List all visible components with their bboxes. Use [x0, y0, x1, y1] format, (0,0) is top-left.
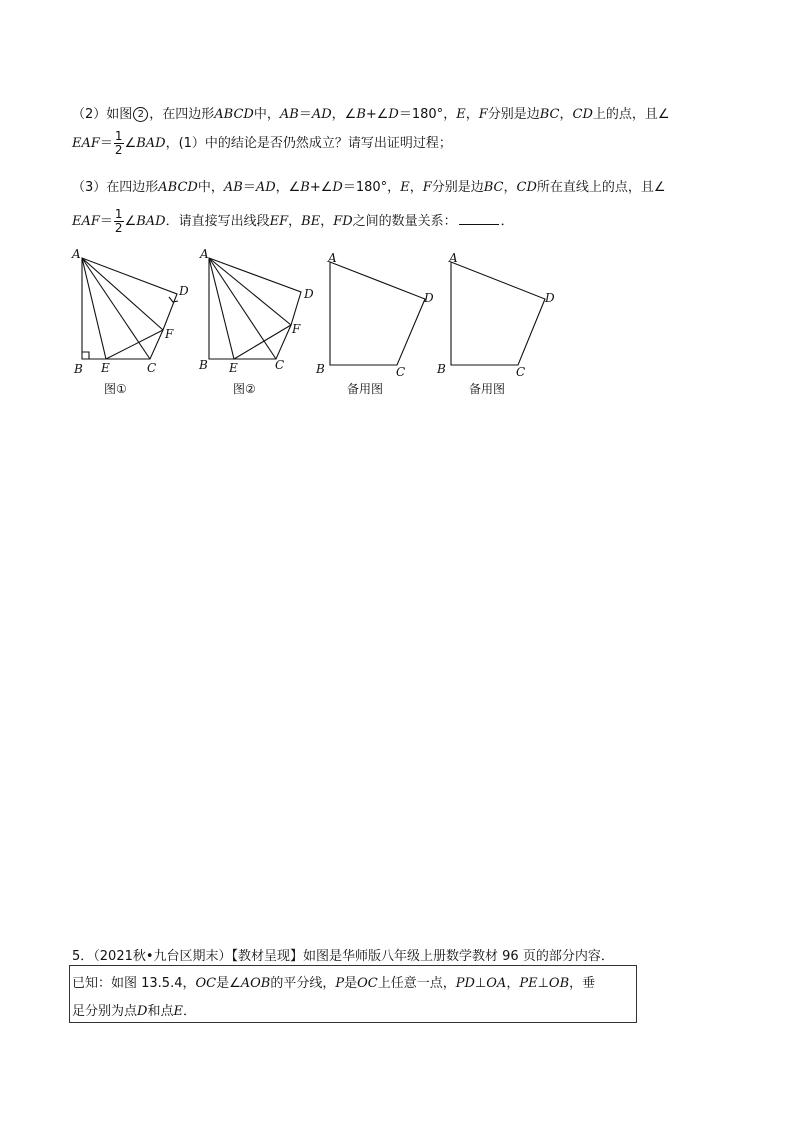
var-b: B [300, 180, 310, 195]
label-d: D [179, 284, 189, 298]
label-e: E [229, 361, 238, 375]
part2-line1 [72, 103, 670, 122]
caption-fig-2: 图② [233, 382, 256, 396]
label-f: F [165, 327, 174, 341]
text: ＝ [99, 136, 113, 151]
text: 之间的数量关系： [352, 214, 457, 229]
var-eaf: EAF [72, 214, 100, 229]
text: ∠ [124, 136, 137, 151]
text: ＝ [99, 214, 113, 229]
text: 是 [344, 976, 358, 991]
var-ad: AD [255, 180, 276, 195]
text: 中， [197, 180, 224, 195]
label-a: A [72, 247, 81, 261]
part2-line2 [72, 130, 452, 157]
text: ，∠ [331, 107, 357, 122]
var-fd: FD [333, 214, 353, 229]
figure-2 [209, 258, 301, 359]
label-f: F [292, 322, 301, 336]
text: ⊥ [537, 976, 549, 991]
label-b: B [437, 362, 446, 376]
var-oa: OA [486, 976, 507, 991]
text: ， [387, 180, 401, 195]
label-c: C [147, 361, 157, 375]
label-d: D [545, 291, 555, 305]
label-c: C [275, 358, 285, 372]
geometry-figures [0, 245, 794, 405]
var-oc: OC [357, 976, 378, 991]
text: ＝ [242, 180, 256, 195]
frac-den: 2 [114, 221, 123, 235]
text: ， [443, 107, 457, 122]
var-e: E [400, 180, 410, 195]
var-pe: PE [519, 976, 538, 991]
var-ab: AB [279, 107, 299, 122]
text: ． [182, 1004, 196, 1019]
fraction-half [114, 130, 124, 157]
label-b: B [316, 362, 325, 376]
var-bad: BAD [136, 214, 166, 229]
label-a: A [328, 251, 337, 265]
text: +∠ [365, 107, 389, 122]
var-eaf: EAF [72, 136, 100, 151]
text: 的平分线， [270, 976, 336, 991]
text: ，垂 [569, 976, 596, 991]
var-abcd: ABCD [158, 180, 198, 195]
part3-line2 [72, 208, 514, 235]
var-abcd: ABCD [214, 107, 254, 122]
q5-box-line1 [72, 972, 595, 991]
text: ， [506, 976, 520, 991]
text: ＝180° [398, 107, 444, 122]
var-e: E [456, 107, 466, 122]
q5-box-line2 [72, 1000, 196, 1019]
text: 中， [253, 107, 280, 122]
answer-blank[interactable] [459, 223, 499, 225]
var-ad: AD [311, 107, 332, 122]
text: +∠ [309, 180, 333, 195]
text: ，∠ [275, 180, 301, 195]
label-b: B [199, 358, 208, 372]
part3-line1 [72, 176, 666, 195]
text: 分别是边 [431, 180, 484, 195]
text: ． [500, 214, 514, 229]
var-aob: AOB [240, 976, 271, 991]
text: ，(1）中的结论是否仍然成立？请写出证明过程； [165, 136, 452, 151]
caption-spare-1: 备用图 [347, 382, 384, 396]
var-bc: BC [483, 180, 504, 195]
text: ， [288, 214, 302, 229]
text: 分别是边 [487, 107, 540, 122]
part2-number: （2）如图 [72, 107, 133, 122]
text: ∠ [124, 214, 137, 229]
var-b: B [356, 107, 366, 122]
var-cd: CD [516, 180, 537, 195]
text: ⊥ [474, 976, 487, 991]
text: 上的点，且∠ [592, 107, 670, 122]
figure-1 [82, 258, 178, 359]
q5-title: 5．（2021秋•九台区期末）【教材呈现】如图是华师版八年级上册数学教材 96 页的部分内容． [72, 949, 614, 964]
var-oc: OC [195, 976, 217, 991]
var-f: F [478, 107, 488, 122]
text: 所在直线上的点，且∠ [536, 180, 666, 195]
var-ab: AB [223, 180, 243, 195]
var-be: BE [301, 214, 321, 229]
var-bc: BC [539, 107, 560, 122]
frac-den: 2 [114, 143, 123, 157]
var-e: E [173, 1004, 183, 1019]
text: ，在四边形 [149, 107, 215, 122]
var-f: F [422, 180, 432, 195]
frac-num: 1 [114, 129, 123, 143]
text: ．请直接写出线段 [165, 214, 270, 229]
var-p: P [335, 976, 345, 991]
text: 和点 [147, 1004, 174, 1019]
caption-spare-2: 备用图 [469, 382, 506, 396]
label-c: C [516, 365, 526, 379]
figure-spare-1 [330, 262, 425, 365]
text: 已知：如图 13.5.4， [72, 976, 196, 991]
label-e: E [101, 361, 110, 375]
caption-fig-1: 图① [104, 382, 127, 396]
text: ， [559, 107, 573, 122]
label-d: D [304, 287, 314, 301]
figure-spare-2 [451, 262, 545, 365]
var-d: D [388, 107, 399, 122]
text: 上任意一点， [377, 976, 456, 991]
text: ， [409, 180, 423, 195]
label-b: B [74, 362, 83, 376]
var-d: D [137, 1004, 148, 1019]
circled-two: 2 [133, 107, 148, 122]
text: 足分别为点 [72, 1004, 138, 1019]
text: ＝180° [342, 180, 388, 195]
text: 是∠ [216, 976, 241, 991]
text: ＝ [298, 107, 312, 122]
text: ， [503, 180, 517, 195]
var-d: D [332, 180, 343, 195]
label-a: A [449, 251, 458, 265]
label-a: A [200, 247, 209, 261]
text: ， [465, 107, 479, 122]
var-pd: PD [455, 976, 475, 991]
label-c: C [396, 365, 406, 379]
label-d: D [424, 291, 434, 305]
var-bad: BAD [136, 136, 166, 151]
frac-num: 1 [114, 207, 123, 221]
var-ob: OB [548, 976, 570, 991]
text: ， [320, 214, 334, 229]
var-ef: EF [269, 214, 289, 229]
var-cd: CD [572, 107, 593, 122]
fraction-half [114, 208, 124, 235]
part3-number: （3）在四边形 [72, 180, 159, 195]
